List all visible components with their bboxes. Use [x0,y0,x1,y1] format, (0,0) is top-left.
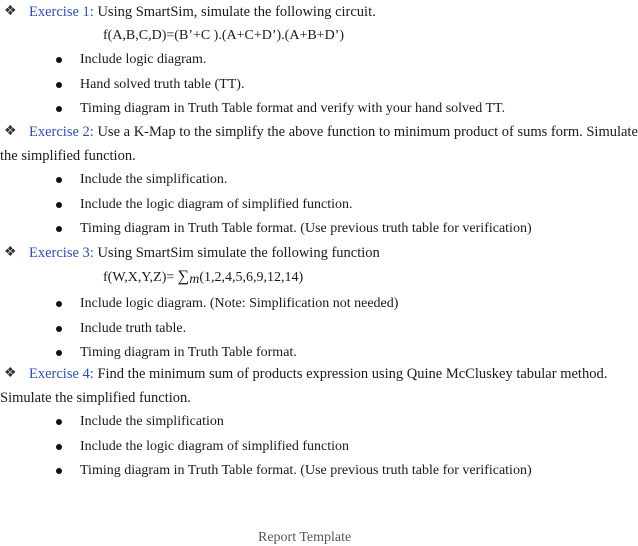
list-item: Include logic diagram. (Note: Simplification not needed) [0,292,634,317]
exercise-4-heading [0,362,634,386]
exercise-2 [0,120,638,242]
round-bullet-icon [56,106,62,112]
exercise-4-title-continued: Simulate the simplified function. [0,390,191,406]
exercise-3-label: Exercise 3: [29,245,94,261]
exercise-4-label: Exercise 4: [29,366,94,382]
exercise-1-label: Exercise 1: [29,4,94,20]
round-bullet-icon [56,444,62,450]
exercise-4 [0,362,634,484]
diamond-bullet-icon: ❖ [4,124,17,139]
exercise-1-formula: f(A,B,C,D)=(B’+C ).(A+C+D’).(A+B+D’) [103,28,345,43]
exercise-3-items [0,292,634,366]
round-bullet-icon [56,419,62,425]
list-item: Timing diagram in Truth Table format. [0,341,634,366]
exercise-1-heading [0,0,634,24]
diamond-bullet-icon: ❖ [4,4,17,19]
exercise-2-items [0,168,634,242]
round-bullet-icon [56,350,62,356]
diamond-bullet-icon: ❖ [4,366,17,381]
minterm-symbol: m [189,272,200,287]
exercise-1 [0,0,634,122]
diamond-bullet-icon: ❖ [4,245,17,260]
round-bullet-icon [56,82,62,88]
list-item: Include the logic diagram of simplified function [0,435,634,460]
exercise-3-title: Using SmartSim simulate the following function [97,245,380,261]
sigma-symbol: ∑ [177,268,190,285]
exercise-2-title: Use a K-Map to the simplify the above function to minimum product of sums form. Simulate [97,124,638,140]
exercise-3-formula: f(W,X,Y,Z)= ∑m(1,2,4,5,6,9,12,14) [103,268,304,287]
exercise-2-heading [0,120,638,144]
list-item: Hand solved truth table (TT). [0,73,634,98]
list-item: Include the simplification [0,410,634,435]
exercise-2-title-continued: the simplified function. [0,148,136,164]
list-item: Timing diagram in Truth Table format and verify with your hand solved TT. [0,97,634,122]
round-bullet-icon [56,202,62,208]
exercise-3 [0,241,634,366]
exercise-1-items [0,48,634,122]
list-item: Include the simplification. [0,168,634,193]
list-item: Timing diagram in Truth Table format. (Use previous truth table for verification) [0,217,634,242]
round-bullet-icon [56,226,62,232]
exercise-2-label: Exercise 2: [29,124,94,140]
round-bullet-icon [56,301,62,307]
exercise-4-title: Find the minimum sum of products expression using Quine McCluskey tabular method. [97,366,608,382]
report-template-heading: Report Template [258,530,352,545]
list-item: Include logic diagram. [0,48,634,73]
exercise-1-title: Using SmartSim, simulate the following circuit. [97,4,376,20]
list-item: Include truth table. [0,317,634,342]
exercise-3-heading [0,241,634,265]
round-bullet-icon [56,468,62,474]
round-bullet-icon [56,177,62,183]
list-item: Timing diagram in Truth Table format. (Use previous truth table for verification) [0,459,634,484]
exercise-4-items [0,410,634,484]
round-bullet-icon [56,57,62,63]
list-item: Include the logic diagram of simplified function. [0,193,634,218]
round-bullet-icon [56,326,62,332]
